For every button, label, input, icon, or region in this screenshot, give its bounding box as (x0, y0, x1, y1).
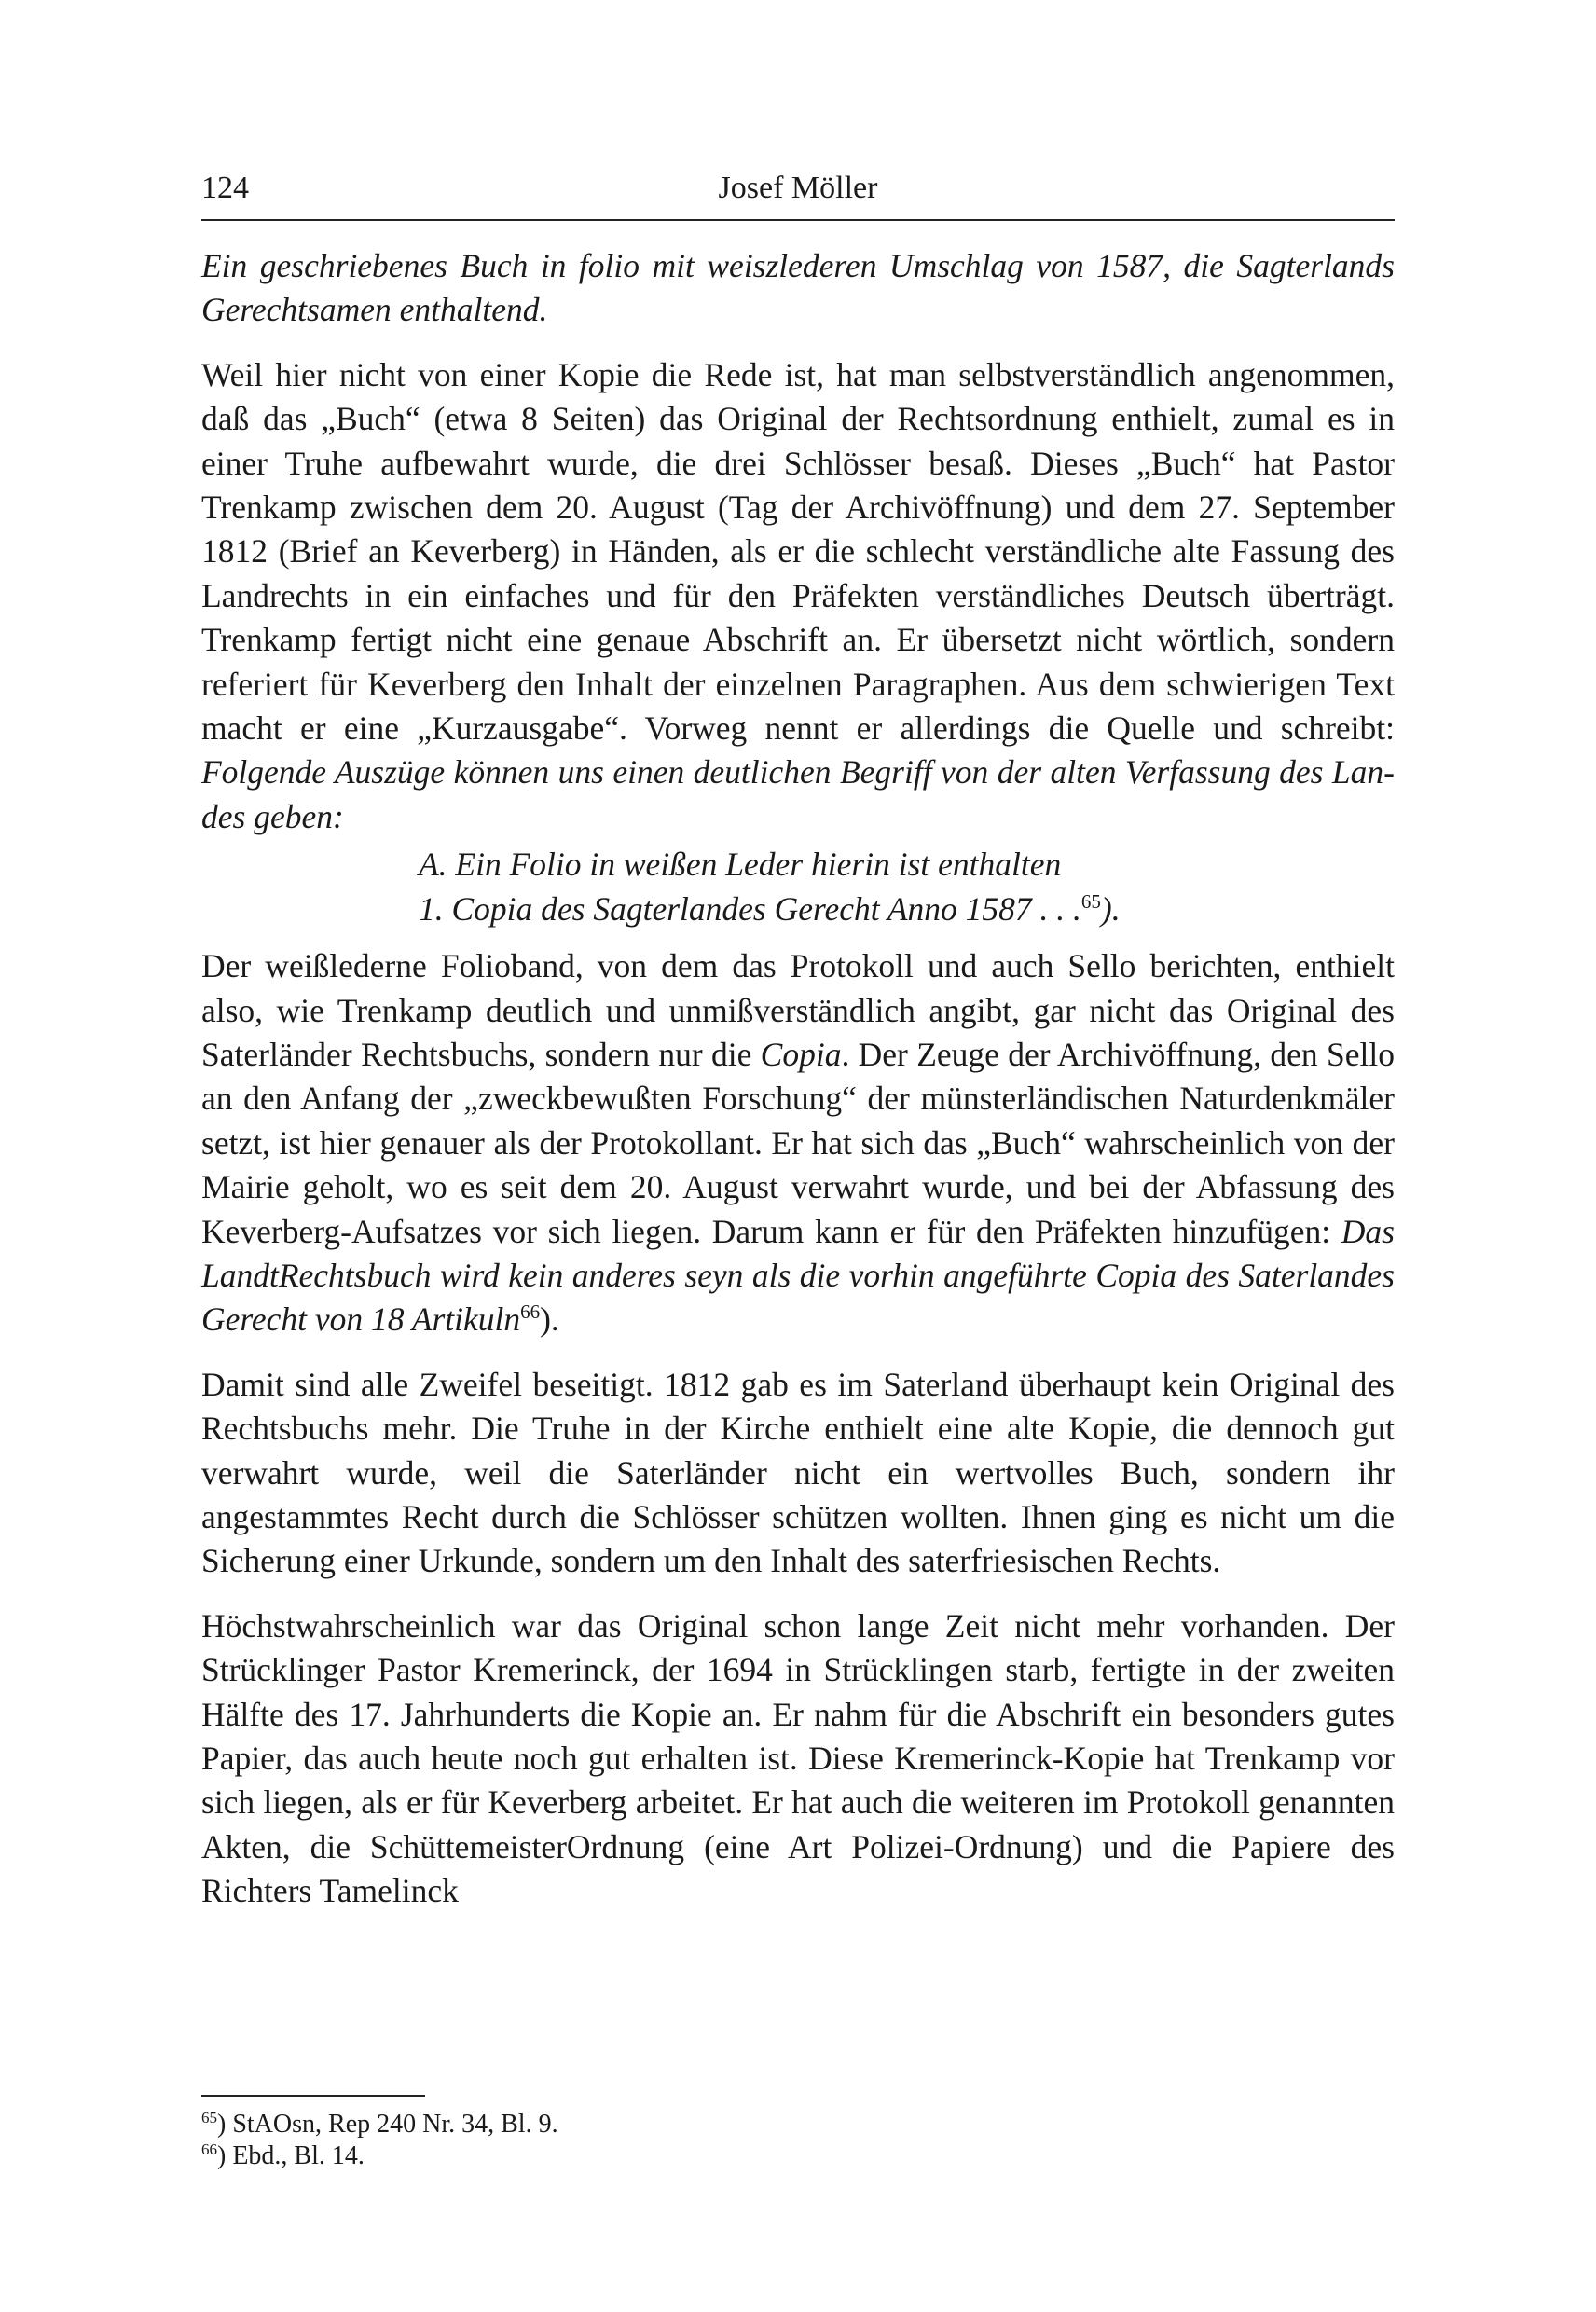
paragraph-3-text-b: . Der Zeuge der Archivöffnung, den Sello an den Anfang der „zweckbewußten Forschung“ der münsterländischen Naturdenkmäler setzt, ist hier genauer als der Protokollant. Er hat sich das „Buch“ wahrscheinlich von der Mairie geholt, wo es seit dem 20. August verwahrt wurde, und bei der Abfassung des Keverberg-Aufsatzes vor sich liegen. Darum kann er für den Präfekten hinzufügen: (201, 1035, 1395, 1250)
paragraph-2-text: Weil hier nicht von einer Kopie die Rede ist, hat man selbstverständlich angenommen, daß das „Buch“ (etwa 8 Seiten) das Original der Rechtsordnung enthielt, zumal es in einer Truhe aufbewahrt wurde, die drei Schlösser besaß. Dieses „Buch“ hat Pastor Trenkamp zwischen dem 20. August (Tag der Archivöffnung) und dem 27. September 1812 (Brief an Keverberg) in Händen, als er die schlecht verständliche alte Fassung des Landrechts in ein einfaches und für den Präfekten verständliches Deutsch überträgt. Trenkamp fertigt nicht eine genaue Abschrift an. Er übersetzt nicht wörtlich, sondern referiert für Keverberg den Inhalt der einzelnen Paragraphen. Aus dem schwierigen Text macht er eine „Kurzausgabe“. Vorweg nennt er allerdings die Quelle und schreibt: (201, 355, 1395, 748)
footnote-66 (201, 2140, 1395, 2172)
paragraph-3-text-end: ). (540, 1300, 559, 1339)
footnote-65 (201, 2109, 1395, 2140)
paragraph-5 (201, 1604, 1395, 1914)
header-rule (201, 219, 1395, 221)
paragraph-3-italic-copia: Copia (760, 1035, 842, 1073)
paragraph-3-text-a: Der weißlederne Folioband, von dem das Protokoll und auch Sello berichten, enthielt also, wie Trenkamp deutlich und unmißverständlich angibt, gar nicht das Original des Saterländer Rechtsbuchs, sondern nur die (201, 947, 1395, 1073)
footnotes (201, 2109, 1395, 2172)
paragraph-4 (201, 1363, 1395, 1584)
paragraph-1-citation (201, 244, 1395, 333)
running-head: Josef Möller (718, 171, 878, 205)
footnote-rule (201, 2095, 425, 2097)
page-header (201, 171, 1395, 217)
page-number: 124 (201, 171, 249, 205)
book-page (201, 0, 1395, 2312)
footnote-ref-66[interactable]: 66 (520, 1300, 541, 1324)
block-quote-line-2-text: 1. Copia des Sagterlandes Gerecht Anno 1587 . . . (419, 889, 1081, 928)
paragraph-3-italic-quote: Das LandtRechtsbuch wird kein anderes seyn als die vorhin angeführte Copia des Saterlandes Gerecht von 18 Artikuln (201, 1212, 1395, 1339)
paragraph-4-text: Damit sind alle Zweifel beseitigt. 1812 gab es im Saterland überhaupt kein Original des Rechtsbuchs mehr. Die Truhe in der Kirche enthielt eine alte Kopie, die dennoch gut verwahrt wurde, weil die Saterländer nicht ein wertvolles Buch, sondern ihr angestammtes Recht durch die Schlösser schützen wollten. Ihnen ging es nicht um die Sicherung einer Urkunde, sondern um den Inhalt des saterfriesischen Rechts. (201, 1365, 1395, 1580)
paragraph-5-text: Höchstwahrscheinlich war das Original schon lange Zeit nicht mehr vorhanden. Der Strücklinger Pastor Kremerinck, der 1694 in Strücklingen starb, fertigte in der zweiten Hälfte des 17. Jahrhunderts die Kopie an. Er nahm für die Abschrift ein besonders gutes Papier, das auch heute noch gut erhalten ist. Diese Kremerinck-Kopie hat Trenkamp vor sich liegen, als er für Keverberg arbeitet. Er hat auch die weiteren im Protokoll genannten Akten, die SchüttemeisterOrdnung (eine Art Polizei-Ordnung) und die Papiere des Richters Tamelinck (201, 1606, 1395, 1910)
paragraph-1-text: Ein geschriebenes Buch in folio mit weiszlederen Umschlag von 1587, die Sagterlands Gerechtsamen enthaltend. (201, 247, 1395, 329)
footnote-text: ) StAOsn, Rep 240 Nr. 34, Bl. 9. (217, 2110, 558, 2139)
block-quote (201, 843, 1395, 931)
paragraph-2 (201, 353, 1395, 839)
block-quote-end: ). (1100, 889, 1121, 928)
footnote-number: 65 (201, 2109, 217, 2126)
body-text (201, 244, 1395, 1914)
footnote-ref-65[interactable]: 65 (1080, 889, 1101, 913)
paragraph-2-italic-quote: Folgende Auszüge können uns einen deutlichen Begriff von der alten Verfassung des Landes geben: (201, 753, 1395, 835)
footnote-text: ) Ebd., Bl. 14. (217, 2141, 365, 2170)
footnote-number: 66 (201, 2140, 217, 2158)
paragraph-3 (201, 944, 1395, 1342)
block-quote-line-1: A. Ein Folio in weißen Leder hierin ist enthalten (419, 846, 1062, 884)
block-quote-line-2 (419, 888, 1395, 931)
